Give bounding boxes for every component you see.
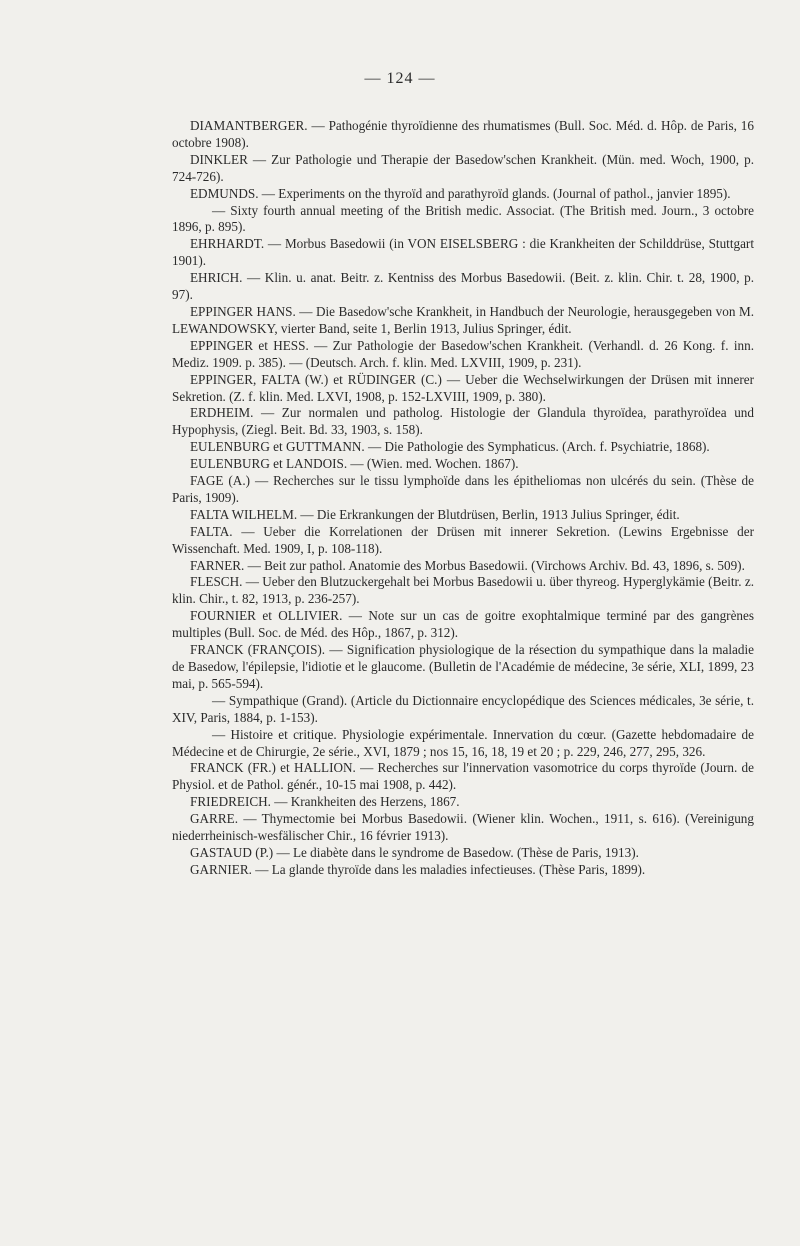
bibliography-entry: FARNER. — Beit zur pathol. Anatomie des Morbus Basedowii. (Virchows Archiv. Bd. 43, 1896, s. 509). [190, 557, 745, 573]
bibliography-entry: DIAMANTBERGER. — Pathogénie thyroïdienne des rhumatismes (Bull. Soc. Méd. d. Hôp. de Paris, 16 octobre 1908). [172, 118, 754, 150]
bibliography-entry: DINKLER — Zur Pathologie und Therapie der Basedow'schen Krankheit. (Mün. med. Woch, 1900, p. 724-726). [172, 151, 754, 184]
bibliography-entry: FOURNIER et OLLIVIER. — Note sur un cas de goitre exophtalmique terminé par des gangrènes multiples (Bull. Soc. de Méd. des Hôp., 1867, p. 312). [172, 608, 754, 641]
bibliography-entry: — Histoire et critique. Physiologie expérimentale. Innervation du cœur. (Gazette hebdomadaire de Médecine et de Chirurgie, 2e série., XVI, 1879 ; nos 15, 16, 18, 19 et 20 ; p. 229, 246, 277, 295, 326. [172, 726, 754, 759]
page-number: — 124 — [364, 70, 436, 87]
bibliography-entry: FRIEDREICH. — Krankheiten des Herzens, 1867. [190, 794, 460, 810]
bibliography-entry: FALTA. — Ueber die Korrelationen der Drüsen mit innerer Sekretion. (Lewins Ergebnisse der Wissenchaft. Med. 1909, I, p. 108-118). [172, 523, 754, 556]
bibliography-entry: EDMUNDS. — Experiments on the thyroïd and parathyroïd glands. (Journal of pathol., janvier 1895). [190, 185, 731, 201]
bibliography-entry: ERDHEIM. — Zur normalen und patholog. Histologie der Glandula thyroïdea, parathyroïdea und Hypophysis, (Ziegl. Beit. Bd. 33, 1903, s. 158). [172, 405, 754, 438]
bibliography-entry: FALTA WILHELM. — Die Erkrankungen der Blutdrüsen, Berlin, 1913 Julius Springer, édit. [190, 506, 680, 522]
bibliography-entry: — Sixty fourth annual meeting of the British medic. Associat. (The British med. Journ., 3 octobre 1896, p. 895). [172, 202, 754, 235]
bibliography-entry: EHRICH. — Klin. u. anat. Beitr. z. Kentniss des Morbus Basedowii. (Beit. z. klin. Chir. t. 28, 1900, p. 97). [172, 270, 754, 303]
bibliography-entry: EULENBURG et GUTTMANN. — Die Pathologie des Symphaticus. (Arch. f. Psychiatrie, 1868). [190, 439, 710, 455]
bibliography-entry: EHRHARDT. — Morbus Basedowii (in VON EISELSBERG : die Krankheiten der Schilddrüse, Stuttgart 1901). [172, 236, 754, 269]
bibliography-entry: GARNIER. — La glande thyroïde dans les maladies infectieuses. (Thèse Paris, 1899). [190, 861, 646, 877]
bibliography-entry: EPPINGER et HESS. — Zur Pathologie der Basedow'schen Krankheit. (Verhandl. d. 26 Kong. f. inn. Mediz. 1909. p. 385). — (Deutsch. Arch. f. klin. Med. LXVIII, 1909, p. 231). [172, 337, 754, 370]
bibliography-entry: EULENBURG et LANDOIS. — (Wien. med. Wochen. 1867). [190, 456, 519, 472]
bibliography-entry: FAGE (A.) — Recherches sur le tissu lymphoïde dans les épitheliomas non ulcérés du sein. (Thèse de Paris, 1909). [172, 473, 754, 505]
bibliography-entry: EPPINGER, FALTA (W.) et RÜDINGER (C.) — Ueber die Wechselwirkungen der Drüsen mit innerer Sekretion. (Z. f. klin. Med. LXVI, 1908, p. 152-LXVIII, 1909, p. 380). [172, 371, 754, 404]
bibliography-entry: FLESCH. — Ueber den Blutzuckergehalt bei Morbus Basedowii u. über thyreog. Hyperglykämie (Beitr. z. klin. Chir., t. 82, 1913, p. 236-257). [172, 574, 754, 607]
bibliography-entry: — Sympathique (Grand). (Article du Dictionnaire encyclopédique des Sciences médicales, 3e série, t. XIV, Paris, 1884, p. 1-153). [172, 692, 754, 725]
bibliography-entry: GASTAUD (P.) — Le diabète dans le syndrome de Basedow. (Thèse de Paris, 1913). [190, 844, 639, 860]
bibliography-list [172, 118, 754, 879]
bibliography-entry: FRANCK (FR.) et HALLION. — Recherches sur l'innervation vasomotrice du corps thyroïde (Journ. de Physiol. et de Pathol. génér., 10-15 mai 1908, p. 442). [172, 760, 754, 793]
bibliography-entry: GARRE. — Thymectomie bei Morbus Basedowii. (Wiener klin. Wochen., 1911, s. 616). (Vereinigung niederrheinisch-wesfälischer Chir., 16 février 1913). [172, 811, 754, 844]
bibliography-entry: FRANCK (FRANÇOIS). — Signification physiologique de la résection du sympathique dans la maladie de Basedow, l'épilepsie, l'idiotie et le glaucome. (Bulletin de l'Académie de médecine, 3e série, XLI, 1899, 23 mai, p. 565-594). [172, 642, 754, 691]
bibliography-entry: EPPINGER HANS. — Die Basedow'sche Krankheit, in Handbuch der Neurologie, herausgegeben von M. LEWANDOWSKY, vierter Band, seite 1, Berlin 1913, Julius Springer, édit. [172, 303, 754, 336]
